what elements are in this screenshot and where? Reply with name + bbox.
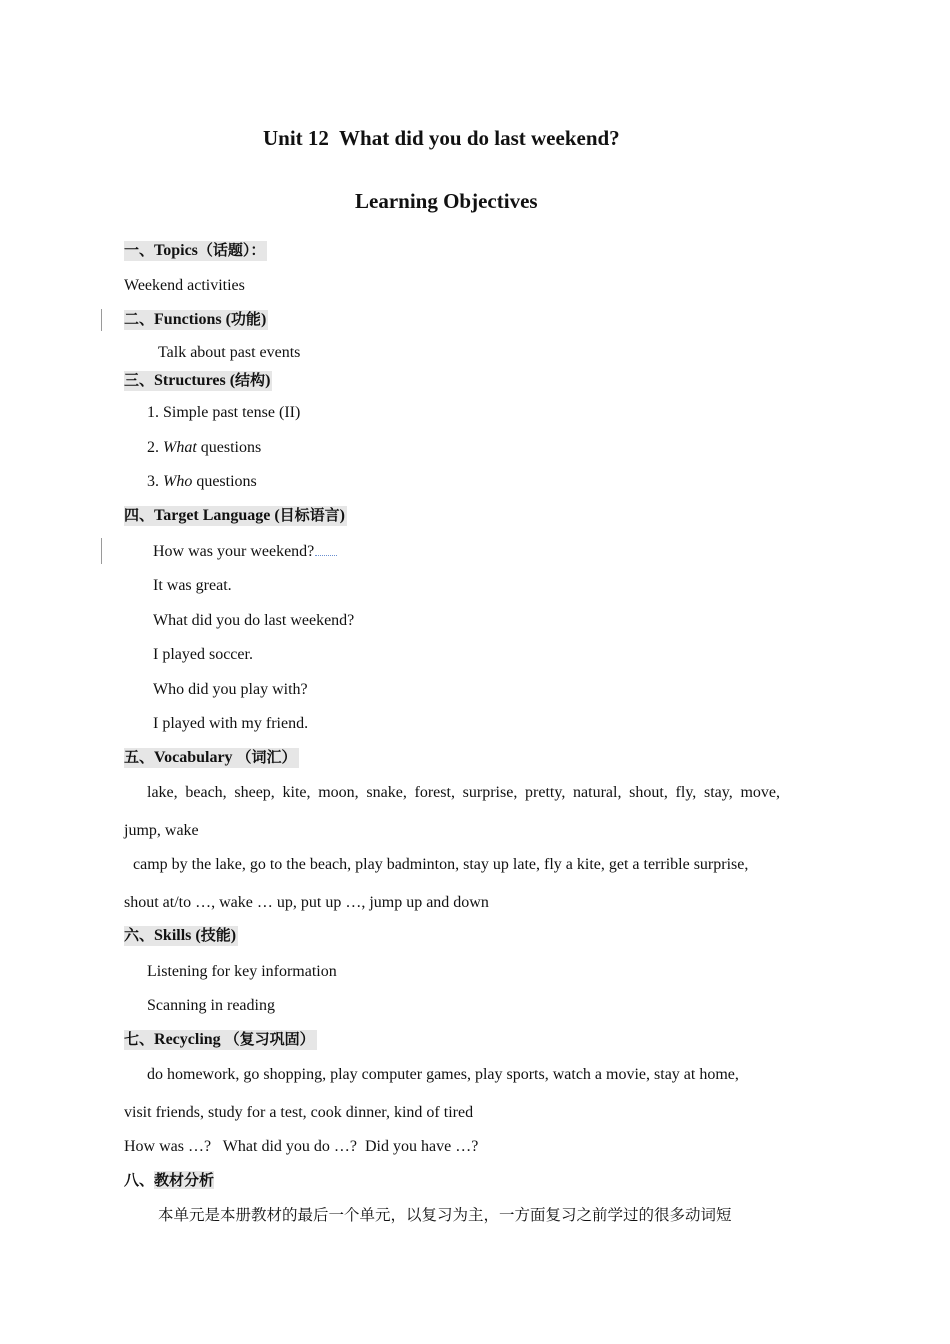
section-heading-structures: [124, 373, 272, 389]
heading-english: Functions (: [154, 311, 231, 328]
section-heading-vocabulary: [124, 750, 299, 766]
heading-english: Structures (: [154, 372, 236, 389]
margin-change-bar: [101, 538, 102, 564]
section-heading-analysis: [124, 1173, 216, 1189]
heading-english: Recycling: [154, 1031, 225, 1048]
heading-number: 八、: [124, 1171, 155, 1189]
item-emphasis: What: [163, 439, 197, 456]
heading-number: 二、: [124, 310, 155, 328]
target-language-line-6: I played with my friend.: [153, 715, 309, 732]
vocabulary-words-line-1: lake, beach, sheep, kite, moon, snake, forest, surprise, pretty, natural, shout, fly, stay, move,: [147, 784, 780, 801]
heading-number: 六、: [124, 926, 155, 944]
heading-chinese: 目标语言: [279, 506, 340, 524]
heading-number: 四、: [124, 506, 155, 524]
heading-english: Skills (: [154, 927, 201, 944]
item-text: questions: [196, 439, 262, 456]
heading-english: Topics: [154, 242, 198, 259]
skills-line-1: Listening for key information: [147, 963, 337, 980]
heading-chinese: 结构: [235, 371, 266, 389]
heading-chinese: 功能: [230, 310, 261, 328]
structures-item-1: 1. Simple past tense (II): [147, 404, 301, 421]
heading-chinese: （词汇）: [236, 748, 297, 766]
skills-line-2: Scanning in reading: [147, 997, 275, 1014]
heading-chinese: （话题）：: [197, 241, 266, 259]
item-number: 3.: [147, 473, 163, 490]
recycling-line-1: do homework, go shopping, play computer games, play sports, watch a movie, stay at home,: [147, 1066, 739, 1083]
structures-item-3: [147, 474, 257, 490]
margin-change-bar: [101, 309, 102, 331]
topics-text: Weekend activities: [124, 277, 245, 294]
vocabulary-words-line-2: jump, wake: [124, 822, 199, 839]
item-number: 2.: [147, 439, 163, 456]
item-text: questions: [192, 473, 257, 490]
heading-number: 七、: [124, 1030, 155, 1048]
target-language-line-2: It was great.: [153, 577, 232, 594]
heading-end: ): [230, 927, 237, 944]
recycling-line-2: visit friends, study for a test, cook dinner, kind of tired: [124, 1104, 474, 1121]
target-language-line-3: What did you do last weekend?: [153, 612, 355, 629]
heading-number: 一、: [124, 241, 155, 259]
vocabulary-phrases-line-2: shout at/to …, wake … up, put up …, jump up and down: [124, 894, 489, 911]
target-language-line-4: I played soccer.: [153, 646, 253, 663]
section-heading-functions: [124, 312, 268, 328]
section-heading-recycling: [124, 1032, 317, 1048]
heading-chinese: 教材分析: [154, 1171, 215, 1189]
section-heading-topics: [124, 243, 267, 259]
document-subtitle: Learning Objectives: [355, 189, 538, 213]
heading-end: ): [265, 372, 271, 389]
heading-chinese: 技能: [200, 926, 231, 944]
line-text: How was your weekend?: [153, 543, 315, 560]
target-language-line-5: Who did you play with?: [153, 681, 308, 698]
item-emphasis: Who: [163, 473, 193, 490]
section-heading-skills: [124, 928, 238, 944]
heading-english: Target Language (: [154, 507, 280, 524]
recycling-line-3: How was …? What did you do …? Did you have …?: [124, 1138, 479, 1155]
heading-english: Vocabulary: [154, 749, 237, 766]
document-title: Unit 12 What did you do last weekend?: [263, 126, 620, 150]
target-language-line-1: [153, 544, 337, 560]
vocabulary-phrases-line-1: camp by the lake, go to the beach, play badminton, stay up late, fly a kite, get a terrible surprise,: [133, 856, 749, 873]
heading-end: ): [260, 311, 267, 328]
heading-number: 三、: [124, 371, 155, 389]
comment-marker-icon[interactable]: [315, 550, 337, 556]
heading-end: ): [339, 507, 345, 524]
section-heading-target-language: [124, 508, 347, 524]
functions-text: Talk about past events: [158, 344, 301, 361]
heading-chinese: （复习巩固）: [224, 1030, 315, 1048]
analysis-line-1: 本单元是本册教材的最后一个单元，以复习为主，一方面复习之前学过的很多动词短: [158, 1206, 732, 1224]
heading-number: 五、: [124, 748, 155, 766]
structures-item-2: [147, 440, 261, 456]
